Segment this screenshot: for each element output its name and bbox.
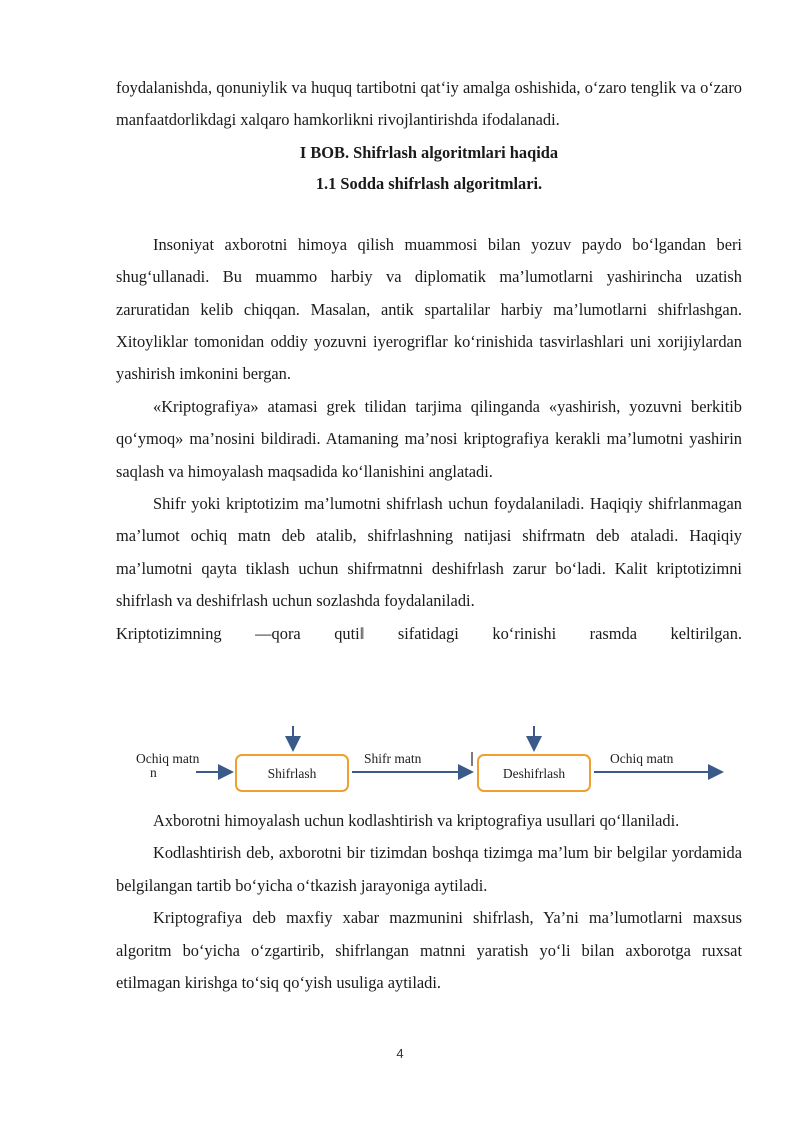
paragraph-term: «Kriptografiya» atamasi grek tilidan tarjima qilinganda «yashirish, yozuvni berkitib qo‘ymoq» ma’nosini bildiradi. Atamaning ma’nosi kriptografiya kerakli ma’lumotni yashirin saqlash va himoyalash maqsadida ko‘llanishini anglatadi.	[116, 396, 742, 481]
paragraph-cryptography: Kriptografiya deb maxfiy xabar mazmunini shifrlash, Ya’ni ma’lumotlarni maxsus algoritm bo‘yicha o‘zgartirib, shifrlangan matnni yaratish yo‘li bilan axborotga ruxsat etilmagan kirishga to‘siq qo‘yish usuliga aytiladi.	[116, 908, 742, 993]
cryptosystem-diagram	[116, 724, 742, 802]
lower-text	[116, 805, 742, 999]
paragraph-history: Insoniyat axborotni himoya qilish muammosi bilan yozuv paydo bo‘lgandan beri shug‘ullanadi. Bu muammo harbiy va diplomatik ma’lumotlarni yashirincha uzatish zaruratidan kelib chiqqan. Masalan, antik spartalilar harbiy ma’lumotlarni shifrlashgan. Xitoyliklar tomonidan oddiy yozuvni iyerogriflar ko‘rinishida tasvirlashlari uni xorijiylardan yashirish imkonini bergan.	[116, 234, 742, 384]
input-label-wrap: n	[150, 765, 157, 780]
input-label: Ochiq matn	[136, 751, 200, 766]
decrypt-box-label: Deshifrlash	[502, 766, 566, 781]
encrypt-box-label: Shifrlash	[267, 766, 317, 781]
section-title: 1.1 Sodda shifrlash algoritmlari.	[315, 173, 543, 193]
page-number: 4	[396, 1046, 404, 1061]
output-label: Ochiq matn	[610, 751, 674, 766]
intro-paragraph: foydalanishda, qonuniylik va huquq tartibotni qat‘iy amalga oshishida, o‘zaro tenglik va o‘zaro manfaatdorlikdagi xalqaro hamkorlikni rivojlantirishda ifodalanadi.	[116, 78, 742, 130]
paragraph-coding: Kodlashtirish deb, axborotni bir tizimdan boshqa tizimga ma’lum bir belgilar yordamida belgilangan tartib bo‘yicha o‘tkazish jarayoniga aytiladi.	[116, 843, 742, 895]
paragraph-methods: Axborotni himoyalash uchun kodlashtirish va kriptografiya usullari qo‘llaniladi.	[153, 811, 680, 830]
paragraph-cipher: Shifr yoki kriptotizim ma’lumotni shifrlash uchun foydalaniladi. Haqiqiy shifrlanmagan ma’lumot ochiq matn deb atalib, shifrlashning natijasi shifrmatn deb ataladi. Haqiqiy ma’lumotni qayta tiklash uchun shifrmatnni deshifrlash zarur bo‘ladi. Kalit kriptotizimni shifrlash va deshifrlash uchun sozlashda foydalaniladi.	[116, 494, 742, 611]
diagram-caption: Kriptotizimning ―qora quti‖ sifatidagi ko‘rinishi rasmda keltirilgan.	[116, 623, 742, 643]
cipher-text-label: Shifr matn	[364, 751, 422, 766]
upper-text	[116, 72, 742, 650]
spacer	[116, 199, 742, 229]
chapter-title: I BOB. Shifrlash algoritmlari haqida	[299, 142, 559, 162]
